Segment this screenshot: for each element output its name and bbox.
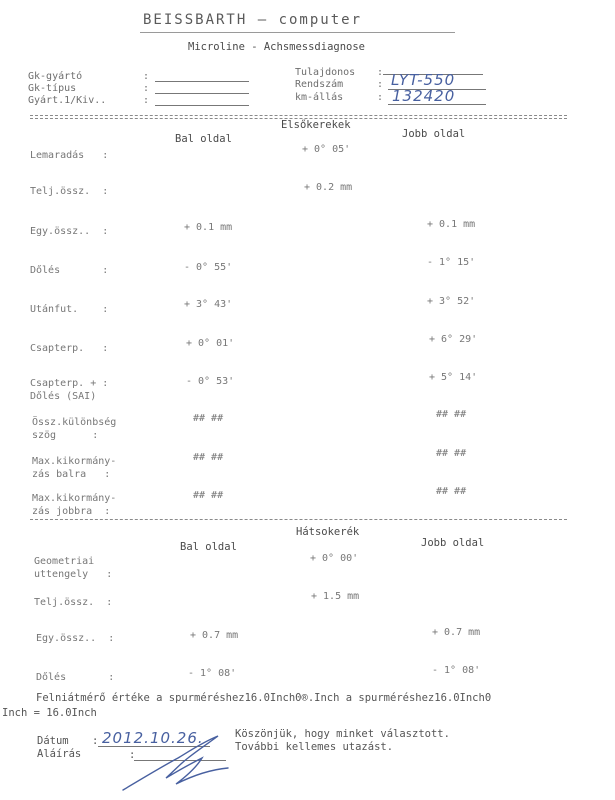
field-blank <box>155 84 249 94</box>
rear-right-header: Jobb oldal <box>421 537 485 549</box>
field-label: Gk-típus <box>28 83 77 94</box>
row-label: Geometriai uttengely : <box>34 556 113 580</box>
row-left-value: - 0° 53' <box>186 376 235 387</box>
field-label: Rendszám <box>295 79 344 90</box>
row-right-value: - 1° 08' <box>432 665 481 676</box>
row-right-value: - 1° 15' <box>427 257 476 268</box>
front-section-title: Elsőkerekek <box>281 119 351 131</box>
odometer-underline <box>388 104 486 105</box>
row-right-value: + 6° 29' <box>429 334 478 345</box>
row-left-value: ## ## <box>193 490 224 501</box>
signature-label: Aláírás <box>37 748 82 760</box>
row-label: Lemaradás : <box>30 150 109 161</box>
section-divider <box>30 115 567 116</box>
field-colon: : <box>143 71 150 82</box>
field-colon: : <box>377 79 384 90</box>
date-colon: : <box>92 735 99 747</box>
row-label: Egy.össz.. : <box>30 226 109 237</box>
row-label: Dőlés : <box>36 672 115 683</box>
header-underline <box>140 32 455 33</box>
brand-title: BEISSBARTH — computer <box>143 12 363 28</box>
row-label: Telj.össz. : <box>34 597 113 608</box>
row-right-value: ## ## <box>436 448 467 459</box>
row-right-value: + 3° 52' <box>427 296 476 307</box>
rim-diameter-note: Felniátmérő értéke a spurméréshez16.0Inch0®.Inch a spurméréshez16.0Inch0 <box>36 692 492 704</box>
signature-scribble <box>118 728 238 798</box>
row-label: Max.kikormány- zás jobbra : <box>32 493 117 517</box>
row-right-value: + 5° 14' <box>429 372 478 383</box>
row-label: Max.kikormány- zás balra : <box>32 456 117 480</box>
field-colon: : <box>143 83 150 94</box>
row-right-value: ## ## <box>436 409 467 420</box>
row-label: Egy.össz.. : <box>36 633 115 644</box>
plate-value: LYT-550 <box>391 71 456 89</box>
row-right-value: + 0.7 mm <box>432 627 481 638</box>
front-right-header: Jobb oldal <box>402 128 466 140</box>
row-left-value: + 0° 01' <box>186 338 235 349</box>
row-label: Utánfut. : <box>30 304 109 315</box>
field-colon: : <box>377 67 384 78</box>
row-left-value: ## ## <box>193 413 224 424</box>
row-center-value: + 0° 05' <box>302 144 351 155</box>
row-left-value: + 0.7 mm <box>190 630 239 641</box>
field-colon: : <box>143 95 150 106</box>
field-label: km-állás <box>295 92 344 103</box>
front-left-header: Bal oldal <box>175 133 232 145</box>
rear-left-header: Bal oldal <box>180 541 237 553</box>
thanks-line-2: További kellemes utazást. <box>235 741 394 753</box>
field-colon: : <box>377 92 384 103</box>
signature-colon: : <box>129 749 136 761</box>
row-label: Dőlés : <box>30 265 109 276</box>
vehicle-field <box>28 83 249 94</box>
field-label: Gk-gyártó <box>28 71 83 82</box>
field-blank <box>155 72 249 82</box>
rim-diameter-note-cont: Inch = 16.0Inch <box>2 707 97 719</box>
field-blank <box>155 96 249 106</box>
rear-section-title: Hátsokerék <box>296 526 360 538</box>
odometer-value: 132420 <box>392 87 456 105</box>
row-label: Csapterp. : <box>30 343 109 354</box>
odometer-field <box>295 92 383 103</box>
row-left-value: + 3° 43' <box>184 299 233 310</box>
vehicle-field <box>28 95 249 106</box>
row-left-value: - 0° 55' <box>184 262 233 273</box>
field-label: Tulajdonos <box>295 67 356 78</box>
row-label: Telj.össz. : <box>30 186 109 197</box>
row-left-value: - 1° 08' <box>188 668 237 679</box>
row-label: Csapterp. + : Dőlés (SAI) <box>30 378 109 402</box>
row-center-value: + 1.5 mm <box>311 591 360 602</box>
document-subtitle: Microline - Achsmessdiagnose <box>188 41 366 53</box>
vehicle-field <box>28 71 249 82</box>
row-left-value: ## ## <box>193 452 224 463</box>
row-center-value: + 0° 00' <box>310 553 359 564</box>
date-value: 2012.10.26. <box>102 729 204 747</box>
thanks-line-1: Köszönjük, hogy minket választott. <box>235 728 450 740</box>
row-right-value: + 0.1 mm <box>427 219 476 230</box>
row-left-value: + 0.1 mm <box>184 222 233 233</box>
field-label: Gyárt.1/Kiv.. <box>28 95 107 106</box>
row-right-value: ## ## <box>436 486 467 497</box>
date-label: Dátum <box>37 735 69 747</box>
row-label: Össz.különbség szög : <box>32 417 117 441</box>
section-divider <box>30 519 567 520</box>
plate-field <box>295 79 383 90</box>
row-center-value: + 0.2 mm <box>304 182 353 193</box>
